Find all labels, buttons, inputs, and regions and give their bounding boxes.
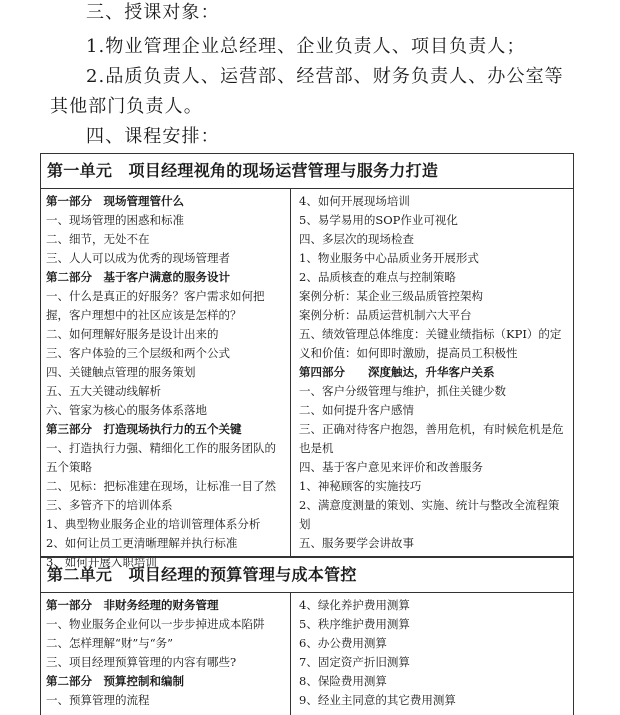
list-item: 1、典型物业服务企业的培训管理体系分析 bbox=[46, 517, 261, 531]
list-item: 9、经业主同意的其它费用测算 bbox=[299, 693, 456, 707]
list-item: 2、如何让员工更清晰理解并执行标准 bbox=[46, 536, 238, 550]
unit-title: 第二单元 项目经理的预算管理与成本管控 bbox=[41, 558, 573, 593]
audience-item-2: 2.品质负责人、运营部、经营部、财务负责人、办公室等 bbox=[86, 66, 564, 87]
list-item: 三、正确对待客户抱怨，善用危机，有时候危机是危也是机 bbox=[299, 422, 564, 455]
list-item: 四、多层次的现场检查 bbox=[299, 232, 414, 246]
list-item: 四、基于客户意见来评价和改善服务 bbox=[299, 460, 483, 474]
unit-title: 第一单元 项目经理视角的现场运营管理与服务力打造 bbox=[41, 154, 573, 189]
list-item: 4、如何开展现场培训 bbox=[299, 194, 410, 208]
section-heading-schedule: 四、课程安排： bbox=[86, 126, 220, 147]
section-heading: 第一部分 现场管理管什么 bbox=[46, 194, 184, 208]
list-item: 2、品质核查的难点与控制策略 bbox=[299, 270, 456, 284]
unit-left-column bbox=[41, 593, 291, 715]
unit-right-column bbox=[291, 593, 573, 715]
section-heading: 第二部分 基于客户满意的服务设计 bbox=[46, 270, 230, 284]
list-item: 3、如何开展入职培训 bbox=[46, 555, 157, 569]
section-heading: 第二部分 预算控制和编制 bbox=[46, 674, 184, 688]
audience-item-1: 1.物业管理企业总经理、企业负责人、项目负责人； bbox=[86, 36, 526, 57]
list-item: 6、办公费用测算 bbox=[299, 636, 387, 650]
unit-left-column bbox=[41, 189, 291, 569]
list-item: 4、绿化养护费用测算 bbox=[299, 598, 410, 612]
list-item: 二、细节，无处不在 bbox=[46, 232, 150, 246]
list-item: 7、固定资产折旧测算 bbox=[299, 655, 410, 669]
audience-item-2-continued: 其他部门负责人。 bbox=[50, 96, 203, 117]
list-item: 一、客户分级管理与维护，抓住关键少数 bbox=[299, 384, 506, 398]
list-item: 5、秩序维护费用测算 bbox=[299, 617, 410, 631]
list-item: 二、见标：把标准建在现场，让标准一目了然 bbox=[46, 479, 276, 493]
list-item: 二、怎样理解“财”与“务” bbox=[46, 636, 174, 650]
section-heading-audience: 三、授课对象： bbox=[86, 2, 220, 23]
section-heading: 第四部分 深度触达，升华客户关系 bbox=[299, 365, 495, 379]
list-item: 2、满意度测量的策划、实施、统计与整改全流程策划 bbox=[299, 498, 560, 531]
list-item: 三、项目经理预算管理的内容有哪些? bbox=[46, 655, 237, 669]
list-item: 二、如何理解好服务是设计出来的 bbox=[46, 327, 219, 341]
list-item: 8、保险费用测算 bbox=[299, 674, 387, 688]
list-item: 四、关键触点管理的服务策划 bbox=[46, 365, 196, 379]
list-item: 一、什么是真正的好服务？客户需求如何把握，客户理想中的社区应该是怎样的？ bbox=[46, 289, 265, 322]
list-item: 案例分析：品质运营机制六大平台 bbox=[299, 308, 472, 322]
list-item: 三、客户体验的三个层级和两个公式 bbox=[46, 346, 230, 360]
list-item: 五、绩效管理总体维度：关键业绩指标（KPI）的定义和价值：如何即时激励，提高员工积极性 bbox=[299, 327, 562, 360]
list-item: 1、物业服务中心品质业务开展形式 bbox=[299, 251, 479, 265]
list-item: 案例分析：某企业三级品质管控架构 bbox=[299, 289, 483, 303]
list-item: 六、管家为核心的服务体系落地 bbox=[46, 403, 207, 417]
list-item: 五、五大关键动线解析 bbox=[46, 384, 161, 398]
course-unit-2-table bbox=[40, 557, 574, 715]
section-heading: 第三部分 打造现场执行力的五个关键 bbox=[46, 422, 242, 436]
list-item: 一、现场管理的困惑和标准 bbox=[46, 213, 184, 227]
section-heading: 第一部分 非财务经理的财务管理 bbox=[46, 598, 219, 612]
list-item: 一、物业服务企业何以一步步掉进成本陷阱 bbox=[46, 617, 265, 631]
list-item: 一、预算管理的流程 bbox=[46, 693, 150, 707]
unit-right-column bbox=[291, 189, 573, 556]
list-item: 1、神秘顾客的实施技巧 bbox=[299, 479, 422, 493]
list-item: 一、打造执行力强、精细化工作的服务团队的五个策略 bbox=[46, 441, 276, 474]
course-unit-1-table bbox=[40, 153, 574, 569]
list-item: 三、多管齐下的培训体系 bbox=[46, 498, 173, 512]
list-item: 5、易学易用的SOP作业可视化 bbox=[299, 213, 458, 227]
list-item: 三、人人可以成为优秀的现场管理者 bbox=[46, 251, 230, 265]
list-item: 五、服务要学会讲故事 bbox=[299, 536, 414, 550]
list-item: 二、如何提升客户感情 bbox=[299, 403, 414, 417]
